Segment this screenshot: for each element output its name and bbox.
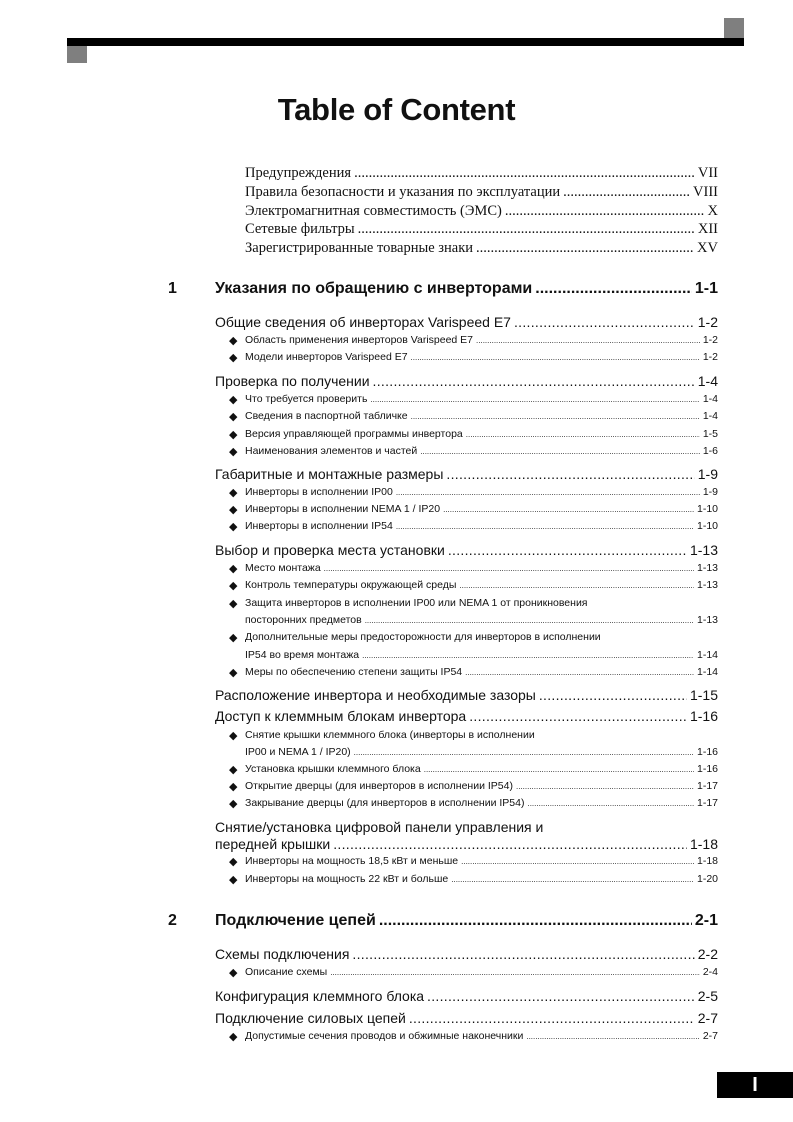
diamond-bullet-icon: ◆ bbox=[229, 394, 238, 406]
diamond-bullet-icon: ◆ bbox=[229, 1031, 238, 1043]
header-square-left bbox=[67, 46, 87, 63]
toc-subsection-entry[interactable]: IP00 и NEMA 1 / IP20) ..... 1-16 bbox=[245, 746, 718, 758]
toc-subsection-entry[interactable]: Открытие дверцы (для инверторов в исполнении IP54) ..... 1-17 bbox=[245, 780, 718, 792]
header-rule bbox=[67, 38, 744, 46]
diamond-bullet-icon: ◆ bbox=[229, 580, 238, 592]
toc-subsection-entry[interactable]: Версия управляющей программы инвертора ..... 1-5 bbox=[245, 428, 718, 440]
toc-section-entry[interactable]: Доступ к клеммным блокам инвертора ..... 1-16 bbox=[215, 708, 718, 724]
diamond-bullet-icon: ◆ bbox=[229, 335, 238, 347]
diamond-bullet-icon: ◆ bbox=[229, 781, 238, 793]
chapter-number: 1 bbox=[168, 280, 177, 297]
diamond-bullet-icon: ◆ bbox=[229, 563, 238, 575]
toc-subsection-entry[interactable]: Модели инверторов Varispeed E7 ..... 1-2 bbox=[245, 351, 718, 363]
toc-section-entry[interactable]: Габаритные и монтажные размеры ..... 1-9 bbox=[215, 466, 718, 482]
diamond-bullet-icon: ◆ bbox=[229, 598, 238, 610]
toc-subsection-entry[interactable]: Описание схемы ..... 2-4 bbox=[245, 966, 718, 978]
toc-subsection-entry[interactable]: Инверторы на мощность 18,5 кВт и меньше ..... 1-18 bbox=[245, 855, 718, 867]
toc-section-entry[interactable]: Конфигурация клеммного блока ..... 2-5 bbox=[215, 988, 718, 1004]
toc-subsection-entry[interactable]: Закрывание дверцы (для инверторов в исполнении IP54) ..... 1-17 bbox=[245, 797, 718, 809]
toc-section-line: Снятие/установка цифровой панели управления и bbox=[215, 819, 544, 835]
diamond-bullet-icon: ◆ bbox=[229, 856, 238, 868]
diamond-bullet-icon: ◆ bbox=[229, 632, 238, 644]
toc-subsection-entry[interactable]: Установка крышки клеммного блока ..... 1-16 bbox=[245, 763, 718, 775]
toc-section-entry[interactable]: Схемы подключения ..... 2-2 bbox=[215, 946, 718, 962]
toc-section-entry[interactable]: Расположение инвертора и необходимые зазоры ..... 1-15 bbox=[215, 687, 718, 703]
diamond-bullet-icon: ◆ bbox=[229, 487, 238, 499]
toc-subsection-line: Защита инверторов в исполнении IP00 или NEMA 1 от проникновения bbox=[245, 597, 588, 609]
diamond-bullet-icon: ◆ bbox=[229, 429, 238, 441]
toc-subsection-entry[interactable]: посторонних предметов ..... 1-13 bbox=[245, 614, 718, 626]
toc-section-entry[interactable]: Выбор и проверка места установки ..... 1-13 bbox=[215, 542, 718, 558]
toc-subsection-entry[interactable]: Инверторы в исполнении IP54 ..... 1-10 bbox=[245, 520, 718, 532]
page-title: Table of Content bbox=[277, 92, 516, 127]
diamond-bullet-icon: ◆ bbox=[229, 446, 238, 458]
toc-subsection-entry[interactable]: Меры по обеспечению степени защиты IP54 ..... 1-14 bbox=[245, 666, 718, 678]
diamond-bullet-icon: ◆ bbox=[229, 730, 238, 742]
toc-preface-entry[interactable]: Электромагнитная совместимость (ЭМС) ..... X bbox=[245, 203, 718, 220]
toc-subsection-entry[interactable]: Что требуется проверить ..... 1-4 bbox=[245, 393, 718, 405]
diamond-bullet-icon: ◆ bbox=[229, 411, 238, 423]
toc-section-entry[interactable]: Проверка по получении ..... 1-4 bbox=[215, 373, 718, 389]
toc-chapter-entry[interactable]: Подключение цепей ..... 2-1 bbox=[215, 912, 718, 930]
page-number-badge: I bbox=[717, 1072, 793, 1098]
toc-chapter-entry[interactable]: Указания по обращению с инверторами ..... 1-1 bbox=[215, 280, 718, 298]
diamond-bullet-icon: ◆ bbox=[229, 764, 238, 776]
toc-preface-entry[interactable]: Правила безопасности и указания по эксплуатации ..... VIII bbox=[245, 184, 718, 201]
toc-subsection-line: Снятие крышки клеммного блока (инверторы в исполнении bbox=[245, 729, 535, 741]
toc-section-entry[interactable]: Общие сведения об инверторах Varispeed E7 ..... 1-2 bbox=[215, 314, 718, 330]
toc-preface-entry[interactable]: Предупреждения ..... VII bbox=[245, 165, 718, 182]
diamond-bullet-icon: ◆ bbox=[229, 352, 238, 364]
diamond-bullet-icon: ◆ bbox=[229, 798, 238, 810]
toc-section-entry[interactable]: передней крышки ..... 1-18 bbox=[215, 836, 718, 852]
toc-preface-entry[interactable]: Сетевые фильтры ..... XII bbox=[245, 221, 718, 238]
chapter-number: 2 bbox=[168, 912, 177, 929]
header-square-right bbox=[724, 18, 744, 38]
toc-subsection-entry[interactable]: Инверторы в исполнении NEMA 1 / IP20 ..... 1-10 bbox=[245, 503, 718, 515]
diamond-bullet-icon: ◆ bbox=[229, 874, 238, 886]
toc-subsection-entry[interactable]: Инверторы в исполнении IP00 ..... 1-9 bbox=[245, 486, 718, 498]
toc-subsection-entry[interactable]: IP54 во время монтажа ..... 1-14 bbox=[245, 649, 718, 661]
diamond-bullet-icon: ◆ bbox=[229, 521, 238, 533]
toc-subsection-entry[interactable]: Контроль температуры окружающей среды ..... 1-13 bbox=[245, 579, 718, 591]
toc-subsection-line: Дополнительные меры предосторожности для инверторов в исполнении bbox=[245, 631, 601, 643]
toc-subsection-entry[interactable]: Инверторы на мощность 22 кВт и больше ..... 1-20 bbox=[245, 873, 718, 885]
diamond-bullet-icon: ◆ bbox=[229, 667, 238, 679]
toc-section-entry[interactable]: Подключение силовых цепей ..... 2-7 bbox=[215, 1010, 718, 1026]
diamond-bullet-icon: ◆ bbox=[229, 504, 238, 516]
toc-subsection-entry[interactable]: Область применения инверторов Varispeed E7 ..... 1-2 bbox=[245, 334, 718, 346]
toc-preface-entry[interactable]: Зарегистрированные товарные знаки ..... XV bbox=[245, 240, 718, 257]
toc-subsection-entry[interactable]: Наименования элементов и частей ..... 1-6 bbox=[245, 445, 718, 457]
toc-subsection-entry[interactable]: Место монтажа ..... 1-13 bbox=[245, 562, 718, 574]
toc-subsection-entry[interactable]: Сведения в паспортной табличке ..... 1-4 bbox=[245, 410, 718, 422]
diamond-bullet-icon: ◆ bbox=[229, 967, 238, 979]
toc-subsection-entry[interactable]: Допустимые сечения проводов и обжимные наконечники ..... 2-7 bbox=[245, 1030, 718, 1042]
